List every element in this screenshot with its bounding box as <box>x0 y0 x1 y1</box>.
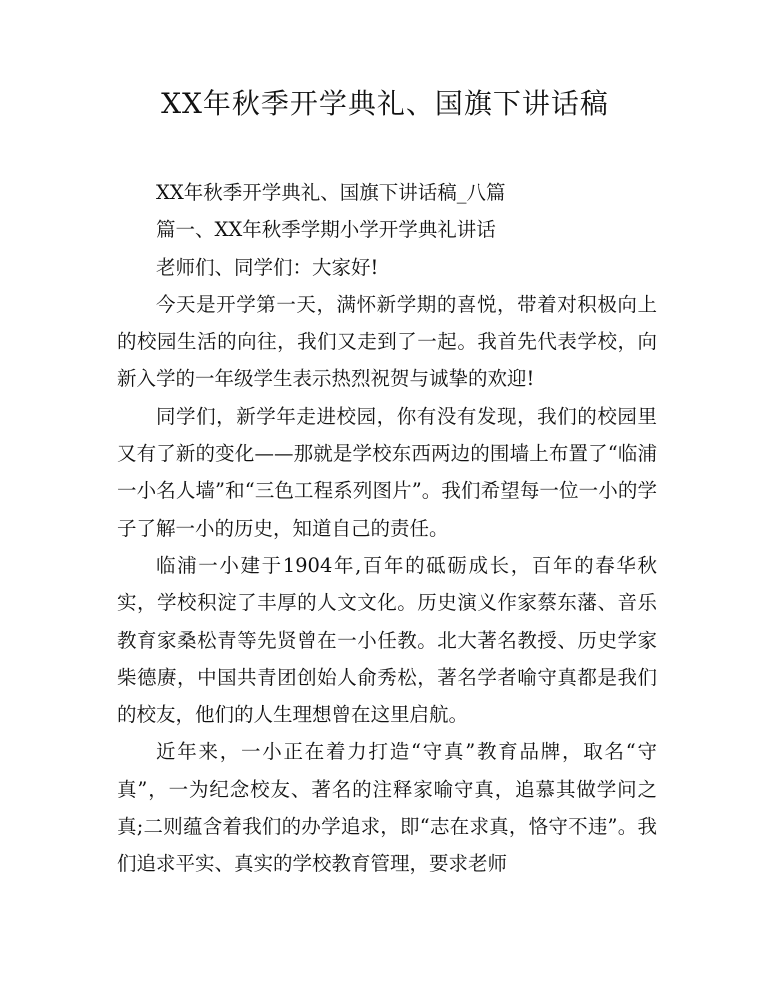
section-heading: 篇一、XX年秋季学期小学开学典礼讲话 <box>156 218 496 242</box>
body-paragraph: 近年来，一小正在着力打造“守真”教育品牌，取名“守真”，一为纪念校友、著名的注释家喻守真，追慕其做学问之真;二则蕴含着我们的办学追求，即“志在求真，恪守不违”。我们追求平实、真实的学校教育管理，要求老师 <box>117 740 657 876</box>
body-paragraph: 临浦一小建于1904年,百年的砥砺成长，百年的春华秋实，学校积淀了丰厚的人文文化。历史演义作家蔡东藩、音乐教育家桑松青等先贤曾在一小任教。北大著名教授、历史学家柴德赓，中国共青团创始人俞秀松，著名学者喻守真都是我们的校友，他们的人生理想曾在这里启航。 <box>117 553 657 727</box>
greeting-paragraph: 老师们、同学们：大家好! <box>156 255 379 279</box>
subtitle-paragraph: XX年秋季开学典礼、国旗下讲话稿_八篇 <box>156 181 506 204</box>
body-paragraph: 同学们，新学年走进校园，你有没有发现，我们的校园里又有了新的变化——那就是学校东西两边的围墙上布置了“临浦一小名人墙”和“三色工程系列图片”。我们希望每一位一小的学子了解一小的历史，知道自己的责任。 <box>117 404 657 540</box>
document-body <box>117 174 657 883</box>
body-paragraph: 今天是开学第一天，满怀新学期的喜悦，带着对积极向上的校园生活的向往，我们又走到了一起。我首先代表学校，向新入学的一年级学生表示热烈祝贺与诚挚的欢迎! <box>117 292 657 391</box>
document-title: XX年秋季开学典礼、国旗下讲话稿 <box>161 87 609 120</box>
